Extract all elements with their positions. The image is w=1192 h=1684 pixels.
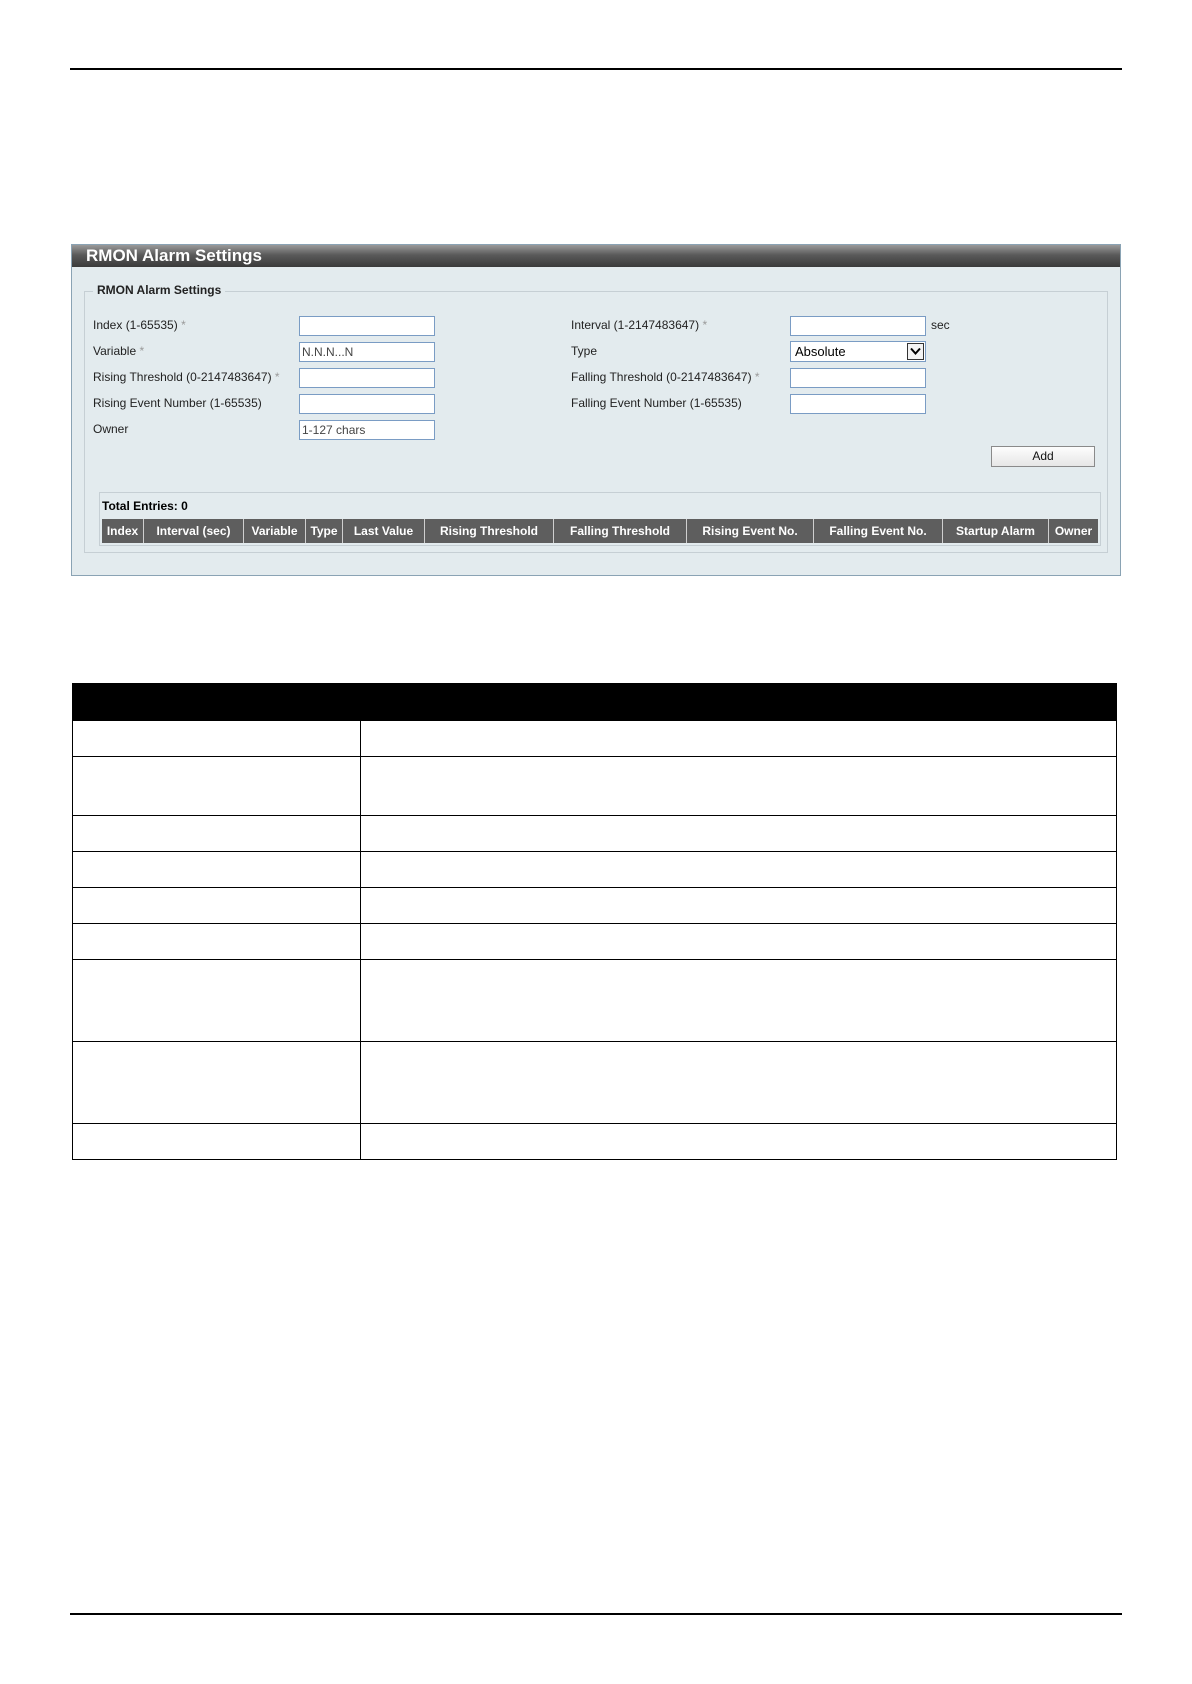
falling-threshold-label: Falling Threshold (0-2147483647) * — [571, 370, 760, 384]
interval-unit: sec — [931, 318, 950, 332]
column-header-index: Index — [102, 519, 144, 543]
table-row — [73, 721, 1117, 757]
column-header-startup-alarm: Startup Alarm — [943, 519, 1049, 543]
table-row — [73, 816, 1117, 852]
panel-title: RMON Alarm Settings — [72, 245, 1120, 267]
column-header-variable: Variable — [244, 519, 306, 543]
description-table — [72, 683, 1117, 1160]
entries-header-row — [102, 519, 1098, 543]
chevron-down-icon[interactable] — [907, 343, 924, 360]
table-row — [73, 1042, 1117, 1124]
rmon-alarm-settings-panel — [71, 244, 1121, 576]
falling-event-input[interactable] — [790, 394, 926, 414]
column-header-owner: Owner — [1054, 524, 1093, 538]
column-header-rising-threshold: Rising Threshold — [425, 519, 554, 543]
rising-event-label: Rising Event Number (1-65535) — [93, 396, 262, 410]
fieldset-legend: RMON Alarm Settings — [93, 283, 225, 297]
index-input[interactable] — [299, 316, 435, 336]
table-row — [73, 924, 1117, 960]
column-header-type: Type — [306, 519, 343, 543]
interval-input[interactable] — [790, 316, 926, 336]
total-entries: Total Entries: 0 — [102, 499, 188, 513]
table-row — [73, 852, 1117, 888]
table-row — [73, 757, 1117, 816]
falling-event-label: Falling Event Number (1-65535) — [571, 396, 742, 410]
column-header-falling-threshold: Falling Threshold — [554, 519, 687, 543]
rising-event-input[interactable] — [299, 394, 435, 414]
type-select[interactable] — [790, 341, 926, 362]
footer-rule — [70, 1613, 1122, 1615]
column-header-rising-event: Rising Event No. — [687, 519, 814, 543]
owner-input[interactable] — [299, 420, 435, 440]
rising-threshold-input[interactable] — [299, 368, 435, 388]
header-rule — [70, 68, 1122, 70]
add-button[interactable]: Add — [991, 446, 1095, 467]
rising-threshold-label: Rising Threshold (0-2147483647) * — [93, 370, 280, 384]
falling-threshold-input[interactable] — [790, 368, 926, 388]
variable-label: Variable * — [93, 344, 145, 358]
column-header-interval: Interval (sec) — [144, 519, 244, 543]
index-label: Index (1-65535) * — [93, 318, 186, 332]
table-row — [73, 960, 1117, 1042]
interval-label: Interval (1-2147483647) * — [571, 318, 708, 332]
owner-label: Owner — [93, 422, 129, 436]
settings-fieldset — [84, 283, 1108, 553]
variable-input[interactable] — [299, 342, 435, 362]
description-table-header — [73, 684, 1117, 721]
type-selected-value: Absolute — [795, 344, 846, 359]
type-label: Type — [571, 344, 598, 358]
entries-table — [99, 492, 1101, 546]
table-row — [73, 1124, 1117, 1160]
column-header-falling-event: Falling Event No. — [814, 519, 943, 543]
column-header-last-value: Last Value — [343, 519, 425, 543]
table-row — [73, 888, 1117, 924]
